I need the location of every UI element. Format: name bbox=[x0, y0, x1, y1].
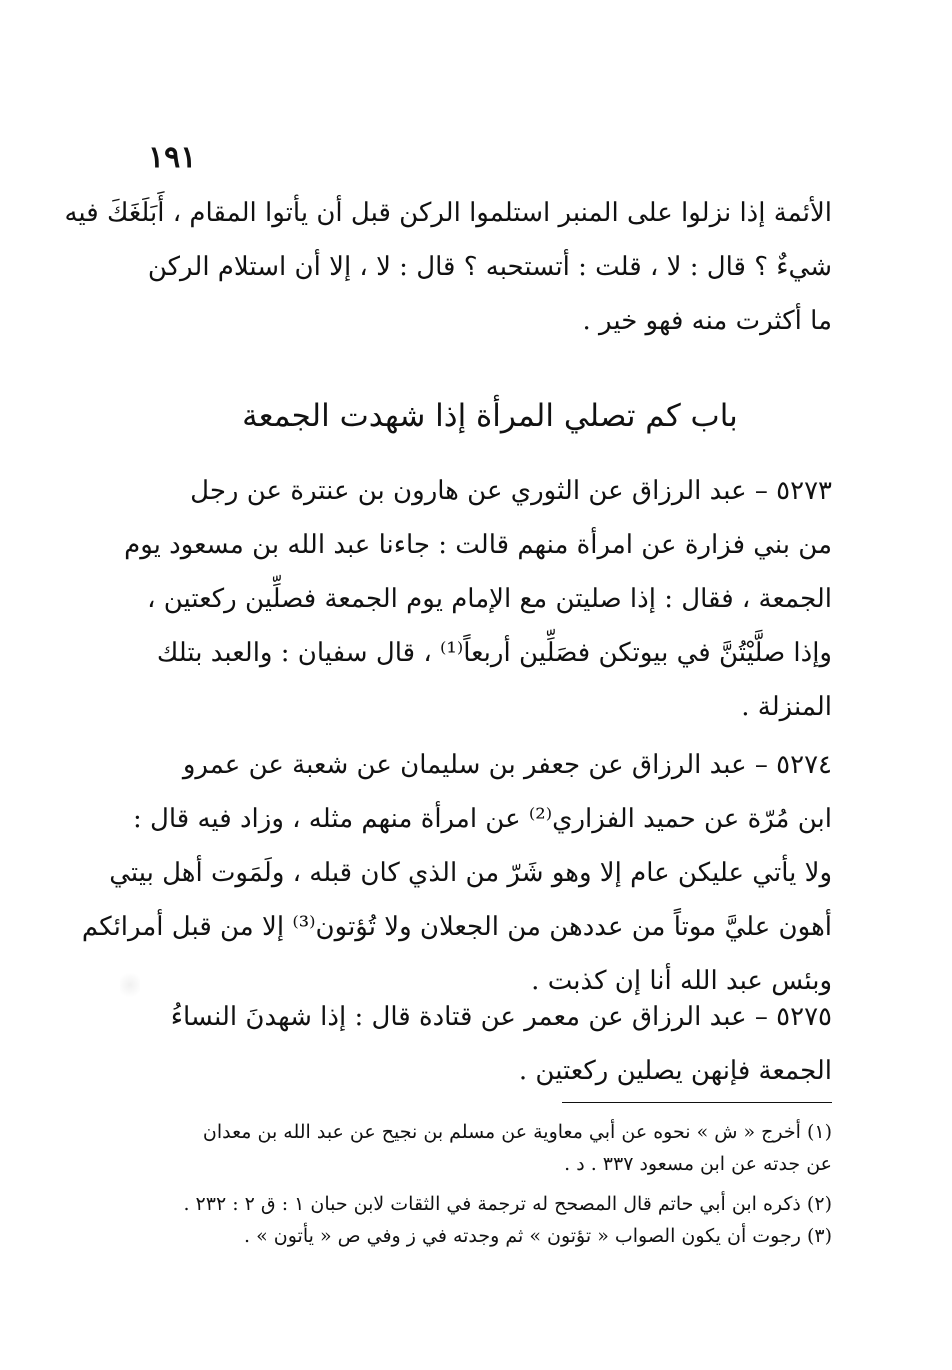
page-number: ١٩١ bbox=[148, 140, 197, 175]
text-line: ٥٢٧٤ – عبد الرزاق عن جعفر بن سليمان عن شعبة عن عمرو bbox=[182, 750, 832, 780]
text-line: ما أكثرت منه فهو خير . bbox=[582, 306, 832, 336]
chapter-title: باب كم تصلي المرأة إذا شهدت الجمعة bbox=[242, 398, 738, 434]
text-line: المنزلة . bbox=[741, 692, 832, 722]
text-line: وبئس عبد الله أنا إن كذبت . bbox=[531, 966, 832, 996]
text-line: من بني فزارة عن امرأة منهم قالت : جاءنا عبد الله بن مسعود يوم bbox=[124, 530, 832, 560]
text-line: ولا يأتي عليكن عام إلا وهو شَرّ من الذي كان قبله ، ولَمَوت أهل بيتي bbox=[109, 858, 832, 888]
footnote-1: (١) أخرج « ش » نحوه عن أبي معاوية عن مسلم بن نجيح عن عبد الله بن معدان bbox=[202, 1121, 832, 1143]
hadith-5273 bbox=[124, 464, 832, 734]
footnote-1-continued: عن جدته عن ابن مسعود ٣٣٧ . د . bbox=[564, 1153, 832, 1175]
text-line: ٥٢٧٣ – عبد الرزاق عن الثوري عن هارون بن عنترة عن رجل bbox=[190, 476, 832, 506]
text-line: أهون عليَّ موتاً من عددهن من الجعلان ولا تُؤتون⁽³⁾ إلا من قبل أمرائكم bbox=[81, 912, 832, 942]
intro-paragraph bbox=[64, 186, 832, 348]
footnote-3: (٣) رجوت أن يكون الصواب « تؤتون » ثم وجدته في ز وفي ص « يأتون » . bbox=[244, 1225, 832, 1247]
hadith-5274 bbox=[81, 738, 832, 1008]
footnote-divider bbox=[562, 1102, 832, 1103]
text-line: الجمعة ، فقال : إذا صليتن مع الإمام يوم الجمعة فصلِّين ركعتين ، bbox=[147, 584, 832, 614]
text-line: ابن مُرّة عن حميد الفزاري⁽²⁾ عن امرأة منهم مثله ، وزاد فيه قال : bbox=[132, 804, 832, 834]
text-line: الأئمة إذا نزلوا على المنبر استلموا الركن قبل أن يأتوا المقام ، أَبَلَغَكَ فيه bbox=[64, 198, 832, 228]
footnote-2: (٢) ذكره ابن أبي حاتم قال المصحح له ترجمة في الثقات لابن حبان ١ : ق ٢ : ٢٣٢ . bbox=[183, 1193, 832, 1215]
footnotes bbox=[148, 1116, 832, 1252]
scan-artifact bbox=[120, 970, 140, 1000]
hadith-5275 bbox=[148, 990, 832, 1098]
text-line: الجمعة فإنهن يصلين ركعتين . bbox=[518, 1056, 832, 1086]
text-line: ٥٢٧٥ – عبد الرزاق عن معمر عن قتادة قال : إذا شهدنَ النساءُ bbox=[170, 1002, 832, 1032]
text-line: شيءٌ ؟ قال : لا ، قلت : أتستحبه ؟ قال : لا ، إلا أن استلام الركن bbox=[147, 252, 832, 282]
text-line: وإذا صلَّيْتُنَّ في بيوتكن فصَلِّين أربعاً⁽¹⁾ ، قال سفيان : والعبد بتلك bbox=[156, 638, 832, 668]
